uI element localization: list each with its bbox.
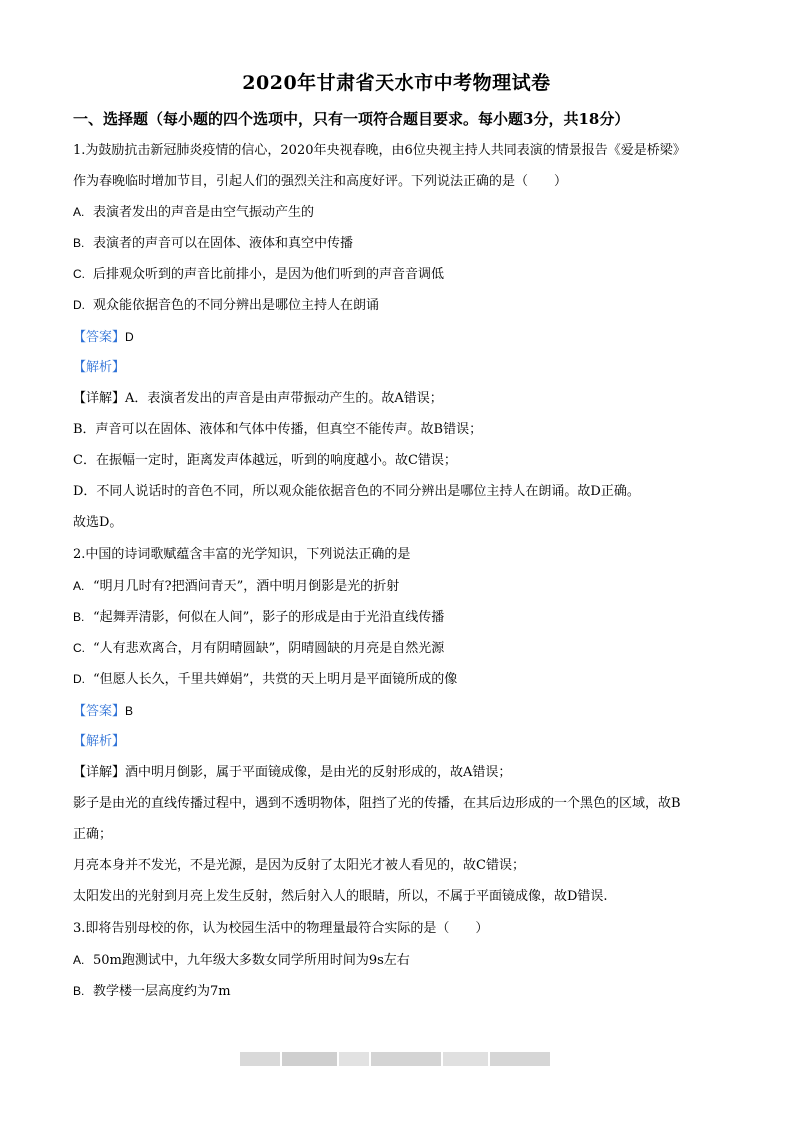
watermark-block: [371, 1052, 441, 1066]
watermark-block: [443, 1052, 488, 1066]
q3-option-b: [73, 982, 231, 1001]
analysis-tag: 【解析】: [73, 360, 126, 375]
q2-detail-line2: 影子是由光的直线传播过程中，遇到不透明物体，阻挡了光的传播，在其后边形成的一个黑色的区域，故B: [73, 796, 681, 811]
q1-detail-line2: B．声音可以在固体、液体和气体中传播，但真空不能传声。故B错误；: [73, 422, 483, 437]
q2-option-d: [73, 670, 457, 689]
q1-stem-line1: 1.为鼓励抗击新冠肺炎疫情的信心，2020年央视春晚，由6位央视主持人共同表演的情景报告《爱是桥梁》: [73, 143, 686, 158]
answer-tag: 【答案】: [73, 704, 126, 719]
q2-detail-line3: 正确；: [73, 827, 113, 842]
q2-detail-line4: 月亮本身并不发光，不是光源，是因为反射了太阳光才被人看见的，故C错误；: [73, 858, 525, 873]
option-text: “但愿人长久，千里共婵娟”，共赏的天上明月是平面镜所成的像: [93, 672, 458, 687]
q1-option-d: [73, 296, 379, 315]
answer-tag: 【答案】: [73, 330, 126, 345]
option-text: 教学楼一层高度约为7m: [93, 984, 231, 999]
watermark-block: [240, 1052, 280, 1066]
detail-tag: 【详解】: [73, 765, 126, 780]
q1-stem-line2: 作为春晚临时增加节目，引起人们的强烈关注和高度好评。下列说法正确的是（ ）: [73, 174, 568, 189]
q2-answer: [73, 702, 133, 721]
option-letter: A.: [73, 205, 85, 219]
option-text: 50m跑测试中，九年级大多数女同学所用时间为9s左右: [93, 953, 410, 968]
q1-option-b: [73, 234, 353, 253]
q2-detail-line1: [73, 764, 511, 782]
analysis-tag: 【解析】: [73, 734, 126, 749]
q2-stem: 2.中国的诗词歌赋蕴含丰富的光学知识，下列说法正确的是: [73, 547, 411, 562]
q3-option-a: [73, 951, 410, 970]
q2-option-c: [73, 639, 444, 658]
q1-analysis-tag: [73, 359, 125, 377]
option-text: “起舞弄清影，何似在人间”，影子的形成是由于光沿直线传播: [93, 610, 445, 625]
watermark-block: [339, 1052, 369, 1066]
option-text: “明月几时有?把酒问青天”，酒中明月倒影是光的折射: [93, 579, 400, 594]
q2-detail-line5: 太阳发出的光射到月亮上发生反射，然后射入人的眼睛，所以，不属于平面镜成像，故D错误.: [73, 889, 608, 904]
option-text: 观众能依据音色的不同分辨出是哪位主持人在朗诵: [93, 298, 380, 313]
q1-answer: [73, 328, 134, 347]
q2-analysis-tag: [73, 733, 125, 751]
answer-value: D: [125, 330, 134, 344]
detail-tag: 【详解】: [73, 391, 126, 406]
q2-option-a: [73, 577, 399, 596]
option-letter: A.: [73, 953, 85, 967]
option-letter: B.: [73, 610, 85, 624]
watermark-block: [282, 1052, 337, 1066]
answer-value: B: [125, 704, 134, 718]
option-letter: C.: [73, 641, 85, 655]
option-letter: D.: [73, 672, 85, 686]
option-text: 表演者的声音可以在固体、液体和真空中传播: [93, 236, 354, 251]
q1-option-a: [73, 203, 314, 222]
option-letter: A.: [73, 579, 85, 593]
watermark-block: [490, 1052, 550, 1066]
q2-option-b: [73, 608, 444, 627]
q1-detail-line3: C．在振幅一定时，距离发声体越远，听到的响度越小。故C错误；: [73, 453, 457, 468]
page-title: 2020年甘肃省天水市中考物理试卷: [242, 72, 551, 94]
q3-stem: 3.即将告别母校的你，认为校园生活中的物理量最符合实际的是（ ）: [73, 921, 489, 936]
option-letter: B.: [73, 236, 85, 250]
option-letter: B.: [73, 984, 85, 998]
detail-text: A．表演者发出的声音是由声带振动产生的。故A错误；: [125, 391, 443, 406]
option-text: 后排观众听到的声音比前排小，是因为他们听到的声音音调低: [93, 267, 445, 282]
detail-text: 酒中明月倒影，属于平面镜成像，是由光的反射形成的，故A错误；: [125, 765, 512, 780]
blurred-footer-watermark: [240, 1052, 556, 1068]
q1-conclusion: 故选D。: [73, 515, 123, 530]
section-heading: 一、选择题（每小题的四个选项中，只有一项符合题目要求。每小题3分，共18分）: [73, 110, 630, 128]
option-letter: C.: [73, 267, 85, 281]
q1-option-c: [73, 265, 444, 284]
option-text: “人有悲欢离合，月有阴晴圆缺”，阴晴圆缺的月亮是自然光源: [93, 641, 445, 656]
q1-detail-line4: D．不同人说话时的音色不同，所以观众能依据音色的不同分辨出是哪位主持人在朗诵。故D正确。: [73, 484, 640, 499]
option-text: 表演者发出的声音是由空气振动产生的: [93, 205, 315, 220]
q1-detail-line1: [73, 390, 443, 408]
option-letter: D.: [73, 298, 85, 312]
